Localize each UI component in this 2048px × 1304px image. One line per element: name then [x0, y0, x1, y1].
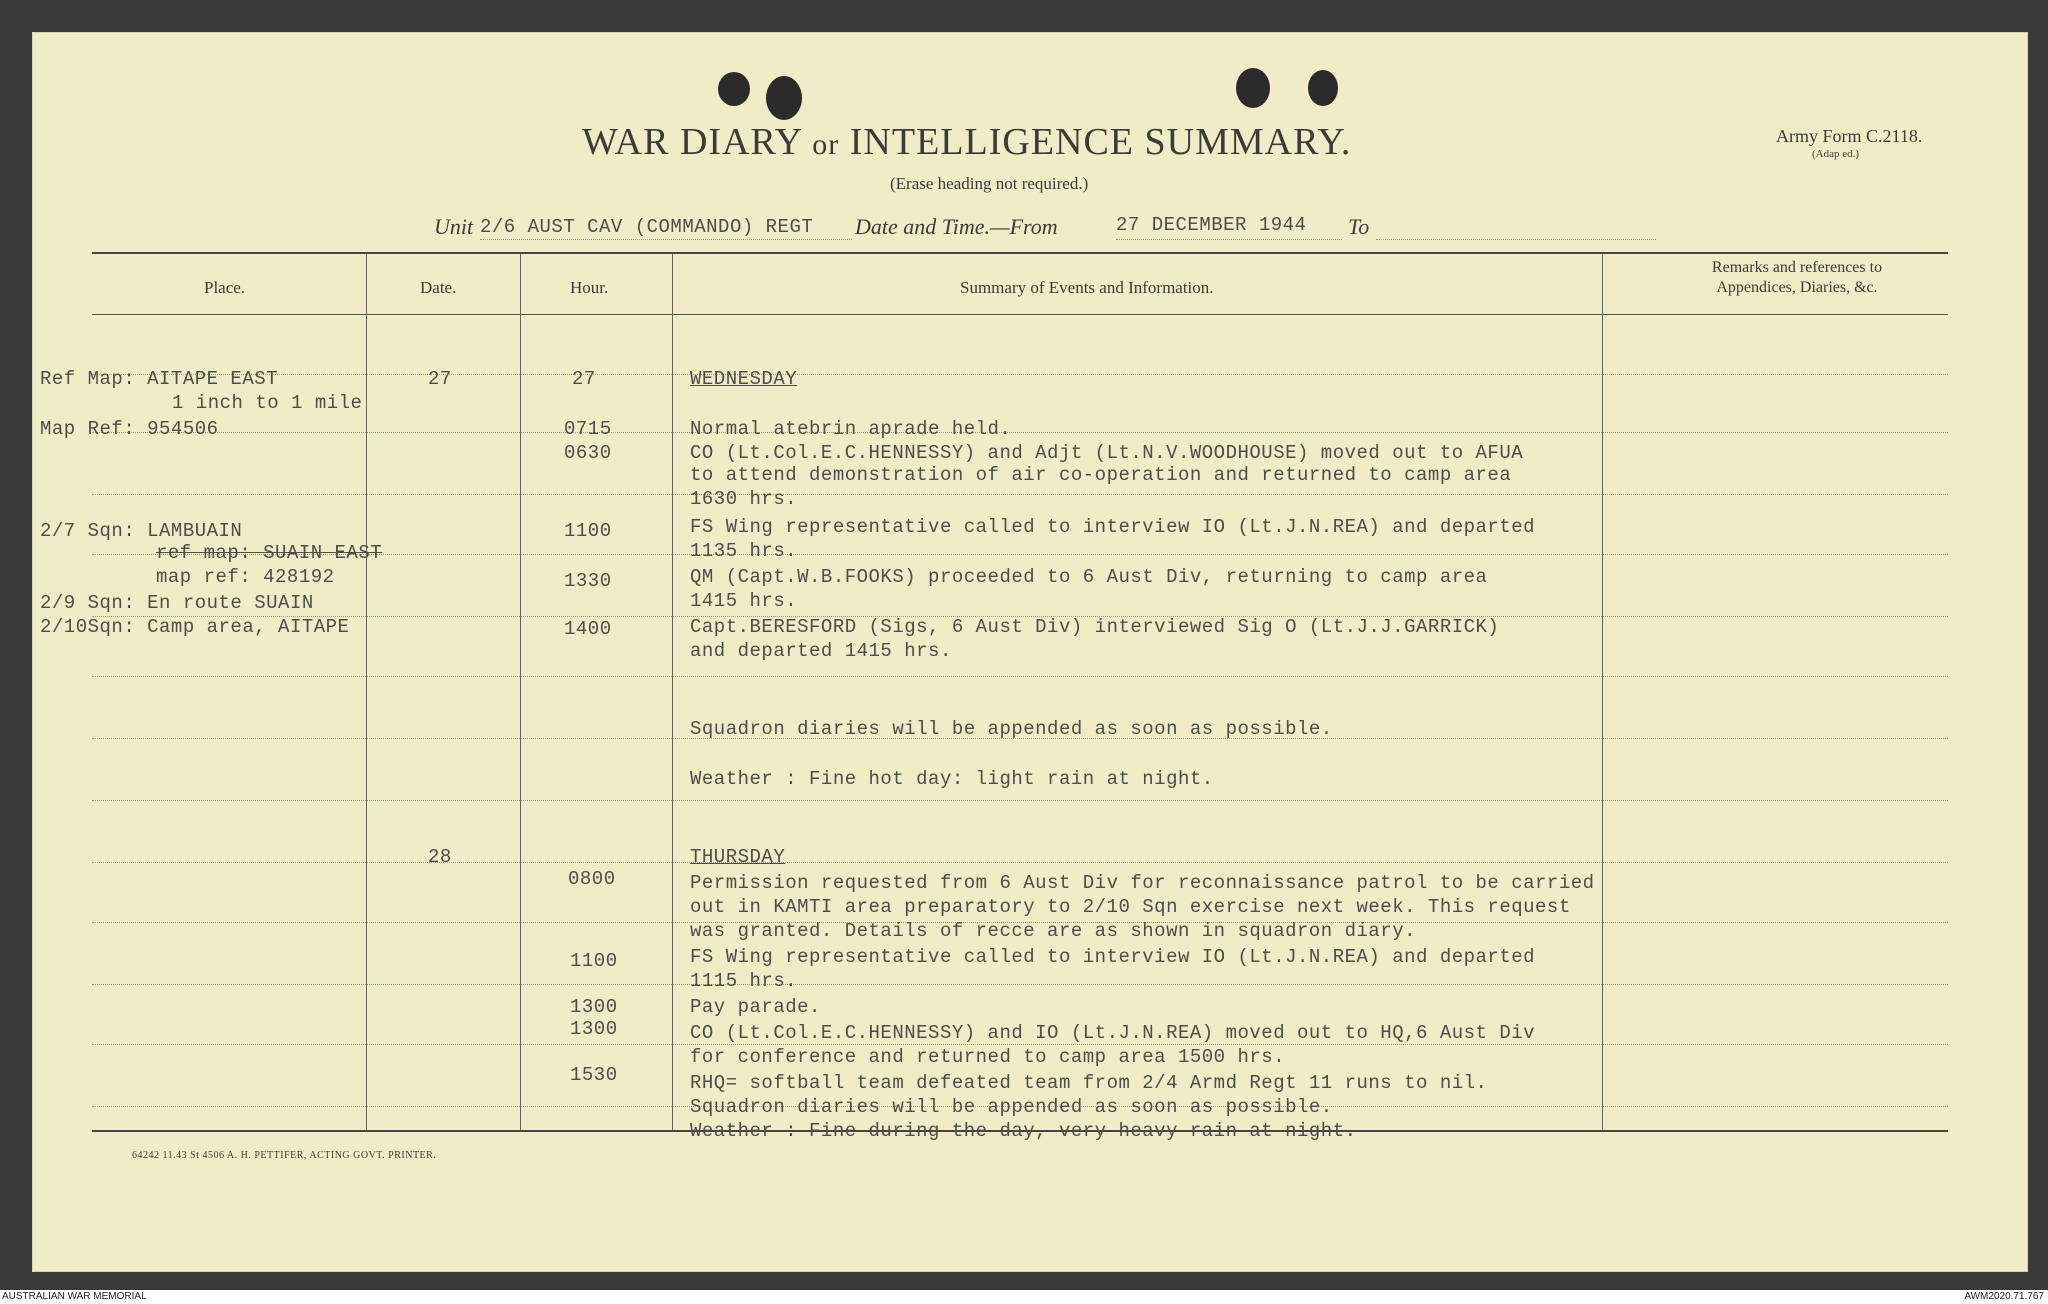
row-rule	[92, 432, 1948, 433]
col-divider	[672, 254, 673, 1130]
hour-cell: 1530	[570, 1064, 618, 1086]
hour-cell: 1300	[570, 1018, 618, 1040]
hour-cell: 1100	[564, 520, 612, 542]
punch-hole	[766, 76, 802, 120]
hour-cell: 1100	[570, 950, 618, 972]
summary-line: CO (Lt.Col.E.C.HENNESSY) and Adjt (Lt.N.V.WOODHOUSE) moved out to AFUA	[690, 442, 1524, 464]
place-entry: ref map: SUAIN EAST	[156, 542, 383, 564]
hour-cell: 1330	[564, 570, 612, 592]
summary-line: Pay parade.	[690, 996, 821, 1018]
to-underline	[1376, 239, 1656, 240]
from-underline	[1116, 239, 1342, 240]
row-rule	[92, 1044, 1948, 1045]
place-entry: 2/7 Sqn: LAMBUAIN	[40, 520, 243, 542]
summary-line: FS Wing representative called to interview IO (Lt.J.N.REA) and departed	[690, 516, 1536, 538]
col-header-hour: Hour.	[570, 278, 609, 297]
summary-line: out in KAMTI area preparatory to 2/10 Sqn exercise next week. This request	[690, 896, 1571, 918]
unit-underline	[480, 239, 852, 240]
punch-hole	[1308, 70, 1338, 106]
col-header-remarks: Remarks and references to Appendices, Diaries, &c.	[1711, 259, 1883, 296]
punch-hole	[718, 72, 750, 106]
row-rule	[92, 800, 1948, 801]
summary-line: Capt.BERESFORD (Sigs, 6 Aust Div) interviewed Sig O (Lt.J.J.GARRICK)	[690, 616, 1500, 638]
row-rule	[92, 984, 1948, 985]
hour-cell: 1400	[564, 618, 612, 640]
summary-line: and departed 1415 hrs.	[690, 640, 952, 662]
page-title: WAR DIARY or INTELLIGENCE SUMMARY.	[582, 121, 1352, 163]
row-rule	[92, 862, 1948, 863]
archive-credit: AUSTRALIAN WAR MEMORIAL	[2, 1291, 147, 1302]
summary-line: 1415 hrs.	[690, 590, 798, 612]
summary-line: Weather : Fine hot day: light rain at night.	[690, 768, 1214, 790]
table-top-rule	[92, 252, 1948, 254]
row-rule	[92, 676, 1948, 677]
summary-line: FS Wing representative called to interview IO (Lt.J.N.REA) and departed	[690, 946, 1536, 968]
archive-footer	[0, 1290, 2048, 1304]
row-rule	[92, 494, 1948, 495]
hour-cell: 0630	[564, 442, 612, 464]
header-rule	[92, 314, 1948, 315]
summary-line: CO (Lt.Col.E.C.HENNESSY) and IO (Lt.J.N.REA) moved out to HQ,6 Aust Div	[690, 1022, 1536, 1044]
archive-reference: AWM2020.71.767	[1964, 1291, 2044, 1302]
day-heading: WEDNESDAY	[690, 368, 798, 390]
summary-line: RHQ= softball team defeated team from 2/4 Armd Regt 11 runs to nil.	[690, 1072, 1488, 1094]
place-entry: 1 inch to 1 mile	[172, 392, 363, 414]
date-cell: 27	[428, 368, 452, 390]
unit-value: 2/6 AUST CAV (COMMANDO) REGT	[480, 216, 814, 238]
summary-line: QM (Capt.W.B.FOOKS) proceeded to 6 Aust Div, returning to camp area	[690, 566, 1488, 588]
punch-hole	[1236, 68, 1270, 108]
summary-line: Squadron diaries will be appended as soon as possible.	[690, 1096, 1333, 1118]
summary-line: Permission requested from 6 Aust Div for reconnaissance patrol to be carried	[690, 872, 1595, 894]
col-divider	[366, 254, 367, 1130]
col-divider	[1602, 254, 1603, 1130]
adap-note: (Adap ed.)	[1812, 148, 1860, 160]
to-label: To	[1348, 214, 1370, 239]
summary-line: Squadron diaries will be appended as soon as possible.	[690, 718, 1333, 740]
row-rule	[92, 374, 1948, 375]
col-header-summary: Summary of Events and Information.	[960, 278, 1214, 297]
summary-line: to attend demonstration of air co-operation and returned to camp area	[690, 464, 1512, 486]
from-date: 27 DECEMBER 1944	[1116, 214, 1307, 236]
army-form-label: Army Form C.2118.	[1776, 126, 1923, 146]
diary-sheet	[32, 32, 2028, 1272]
place-entry: 2/9 Sqn: En route SUAIN	[40, 592, 314, 614]
date-time-label: Date and Time.—From	[855, 214, 1058, 239]
hour-cell: 0800	[568, 868, 616, 890]
date-cell: 28	[428, 846, 452, 868]
place-entry: map ref: 428192	[156, 566, 335, 588]
summary-line: 1115 hrs.	[690, 970, 798, 992]
place-entry: Map Ref: 954506	[40, 418, 219, 440]
summary-line: Normal atebrin aprade held.	[690, 418, 1012, 440]
col-divider	[520, 254, 521, 1130]
hour-cell: 1300	[570, 996, 618, 1018]
col-header-place: Place.	[204, 278, 246, 297]
place-entry: 2/10Sqn: Camp area, AITAPE	[40, 616, 350, 638]
col-header-date: Date.	[420, 278, 457, 297]
place-entry: Ref Map: AITAPE EAST	[40, 368, 279, 390]
erase-note: (Erase heading not required.)	[890, 174, 1089, 193]
summary-line: for conference and returned to camp area 1500 hrs.	[690, 1046, 1286, 1068]
hour-cell: 27	[572, 368, 596, 390]
printer-imprint: 64242 11.43 St 4506 A. H. PETTIFER, ACTING GOVT. PRINTER.	[132, 1150, 437, 1161]
unit-label: Unit	[434, 214, 474, 239]
summary-line: 1135 hrs.	[690, 540, 798, 562]
summary-line: was granted. Details of recce are as shown in squadron diary.	[690, 920, 1417, 942]
day-heading: THURSDAY	[690, 846, 786, 868]
hour-cell: 0715	[564, 418, 612, 440]
summary-line: 1630 hrs.	[690, 488, 798, 510]
summary-line: Weather : Fine during the day, very heavy rain at night.	[690, 1120, 1357, 1142]
